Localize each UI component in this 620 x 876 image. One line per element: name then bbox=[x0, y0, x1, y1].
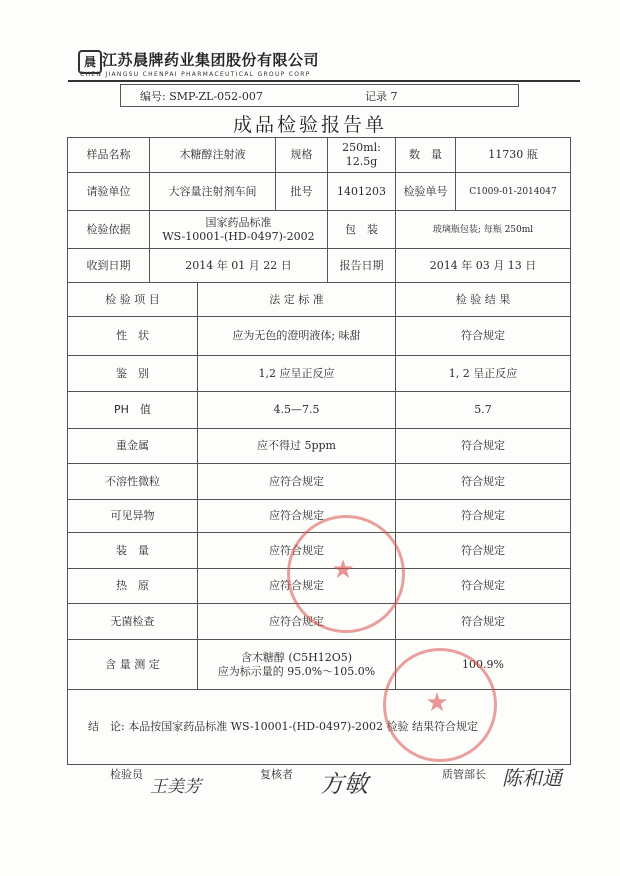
test-standard: 应符合规定 bbox=[198, 604, 396, 640]
test-item: 装 量 bbox=[68, 533, 198, 569]
company-logo-mark: 晨 bbox=[78, 50, 102, 74]
col-header-item: 检 验 项 目 bbox=[68, 283, 198, 317]
test-row bbox=[68, 356, 571, 392]
spec-value: 250ml: 12.5g bbox=[328, 138, 396, 173]
test-standard: 应不得过 5ppm bbox=[198, 429, 396, 464]
test-standard: 应为无色的澄明液体; 味甜 bbox=[198, 317, 396, 356]
sample-name-value: 木糖醇注射液 bbox=[150, 138, 276, 173]
quantity-value: 11730 瓶 bbox=[456, 138, 571, 173]
document-code: 编号: SMP-ZL-052-007 bbox=[140, 90, 263, 103]
test-result: 符合规定 bbox=[396, 604, 571, 640]
received-date-label: 收到日期 bbox=[68, 249, 150, 283]
basis-label: 检验依据 bbox=[68, 211, 150, 249]
package-value: 玻璃瓶包装; 每瓶 250ml bbox=[396, 211, 571, 249]
package-label: 包 装 bbox=[328, 211, 396, 249]
test-standard: 1,2 应呈正反应 bbox=[198, 356, 396, 392]
info-row-4 bbox=[68, 249, 571, 283]
inspection-report-table bbox=[67, 137, 571, 765]
received-date-value: 2014 年 01 月 22 日 bbox=[150, 249, 328, 283]
request-dept-value: 大容量注射剂车间 bbox=[150, 173, 276, 211]
seal-2-star-icon: ★ bbox=[425, 688, 449, 718]
conclusion-text: 结 论: 本品按国家药品标准 WS-10001-(HD-0497)-2002 检验 结果符合规定 bbox=[68, 690, 571, 765]
test-row bbox=[68, 317, 571, 356]
company-name-en: CHEN JIANGSU CHENPAI PHARMACEUTICAL GROUP CORP bbox=[80, 71, 311, 78]
test-row bbox=[68, 464, 571, 500]
seal-1-star-icon: ★ bbox=[331, 555, 355, 585]
info-row-3 bbox=[68, 211, 571, 249]
company-name-cn: 江苏晨牌药业集团股份有限公司 bbox=[102, 51, 320, 69]
test-number-label: 检验单号 bbox=[396, 173, 456, 211]
test-item: 鉴 别 bbox=[68, 356, 198, 392]
test-row bbox=[68, 392, 571, 429]
spec-label: 规格 bbox=[276, 138, 328, 173]
qa-label: 质管部长 bbox=[442, 768, 486, 781]
sample-name-label: 样品名称 bbox=[68, 138, 150, 173]
basis-value bbox=[150, 211, 328, 249]
test-row bbox=[68, 429, 571, 464]
test-result: 符合规定 bbox=[396, 317, 571, 356]
inspector-signature: 王美芳 bbox=[150, 777, 201, 797]
test-result: 符合规定 bbox=[396, 533, 571, 569]
test-item: 可见异物 bbox=[68, 500, 198, 533]
test-item: 性 状 bbox=[68, 317, 198, 356]
reviewer-label: 复核者 bbox=[260, 768, 293, 781]
test-result: 5.7 bbox=[396, 392, 571, 429]
test-standard: 应符合规定 bbox=[198, 533, 396, 569]
col-header-standard: 法 定 标 准 bbox=[198, 283, 396, 317]
test-result: 符合规定 bbox=[396, 569, 571, 604]
test-item: 重金属 bbox=[68, 429, 198, 464]
test-result: 符合规定 bbox=[396, 500, 571, 533]
test-item: 热 原 bbox=[68, 569, 198, 604]
test-standard: 应符合规定 bbox=[198, 569, 396, 604]
test-result: 符合规定 bbox=[396, 464, 571, 500]
col-header-result: 检 验 结 果 bbox=[396, 283, 571, 317]
assay-standard bbox=[198, 640, 396, 690]
test-item: PH 值 bbox=[68, 392, 198, 429]
test-item: 不溶性微粒 bbox=[68, 464, 198, 500]
record-number: 记录 7 bbox=[365, 90, 398, 103]
test-result: 1, 2 呈正反应 bbox=[396, 356, 571, 392]
basis-line-1: 国家药品标准 bbox=[205, 215, 272, 229]
inspector-label: 检验员 bbox=[110, 768, 143, 781]
report-date-label: 报告日期 bbox=[328, 249, 396, 283]
assay-standard-line-2: 应为标示量的 95.0%～105.0% bbox=[217, 664, 376, 678]
info-row-2 bbox=[68, 173, 571, 211]
assay-item: 含 量 测 定 bbox=[68, 640, 198, 690]
page-title: 成品检验报告单 bbox=[232, 114, 387, 136]
assay-standard-line-1: 含木糖醇 (C5H12O5) bbox=[240, 650, 353, 664]
column-header-row bbox=[68, 283, 571, 317]
test-result: 符合规定 bbox=[396, 429, 571, 464]
info-row-1 bbox=[68, 138, 571, 173]
request-dept-label: 请验单位 bbox=[68, 173, 150, 211]
assay-row bbox=[68, 640, 571, 690]
test-standard: 4.5—7.5 bbox=[198, 392, 396, 429]
header-rule bbox=[68, 80, 580, 82]
batch-value: 1401203 bbox=[328, 173, 396, 211]
reviewer-signature: 方敏 bbox=[320, 770, 368, 798]
test-number-value: C1009-01-2014047 bbox=[456, 173, 571, 211]
basis-line-2: WS-10001-(HD-0497)-2002 bbox=[162, 229, 315, 243]
test-item: 无菌检查 bbox=[68, 604, 198, 640]
batch-label: 批号 bbox=[276, 173, 328, 211]
quantity-label: 数 量 bbox=[396, 138, 456, 173]
test-standard: 应符合规定 bbox=[198, 500, 396, 533]
test-standard: 应符合规定 bbox=[198, 464, 396, 500]
assay-result: 100.9% bbox=[396, 640, 571, 690]
qa-signature: 陈和通 bbox=[502, 766, 562, 790]
report-date-value: 2014 年 03 月 13 日 bbox=[396, 249, 571, 283]
